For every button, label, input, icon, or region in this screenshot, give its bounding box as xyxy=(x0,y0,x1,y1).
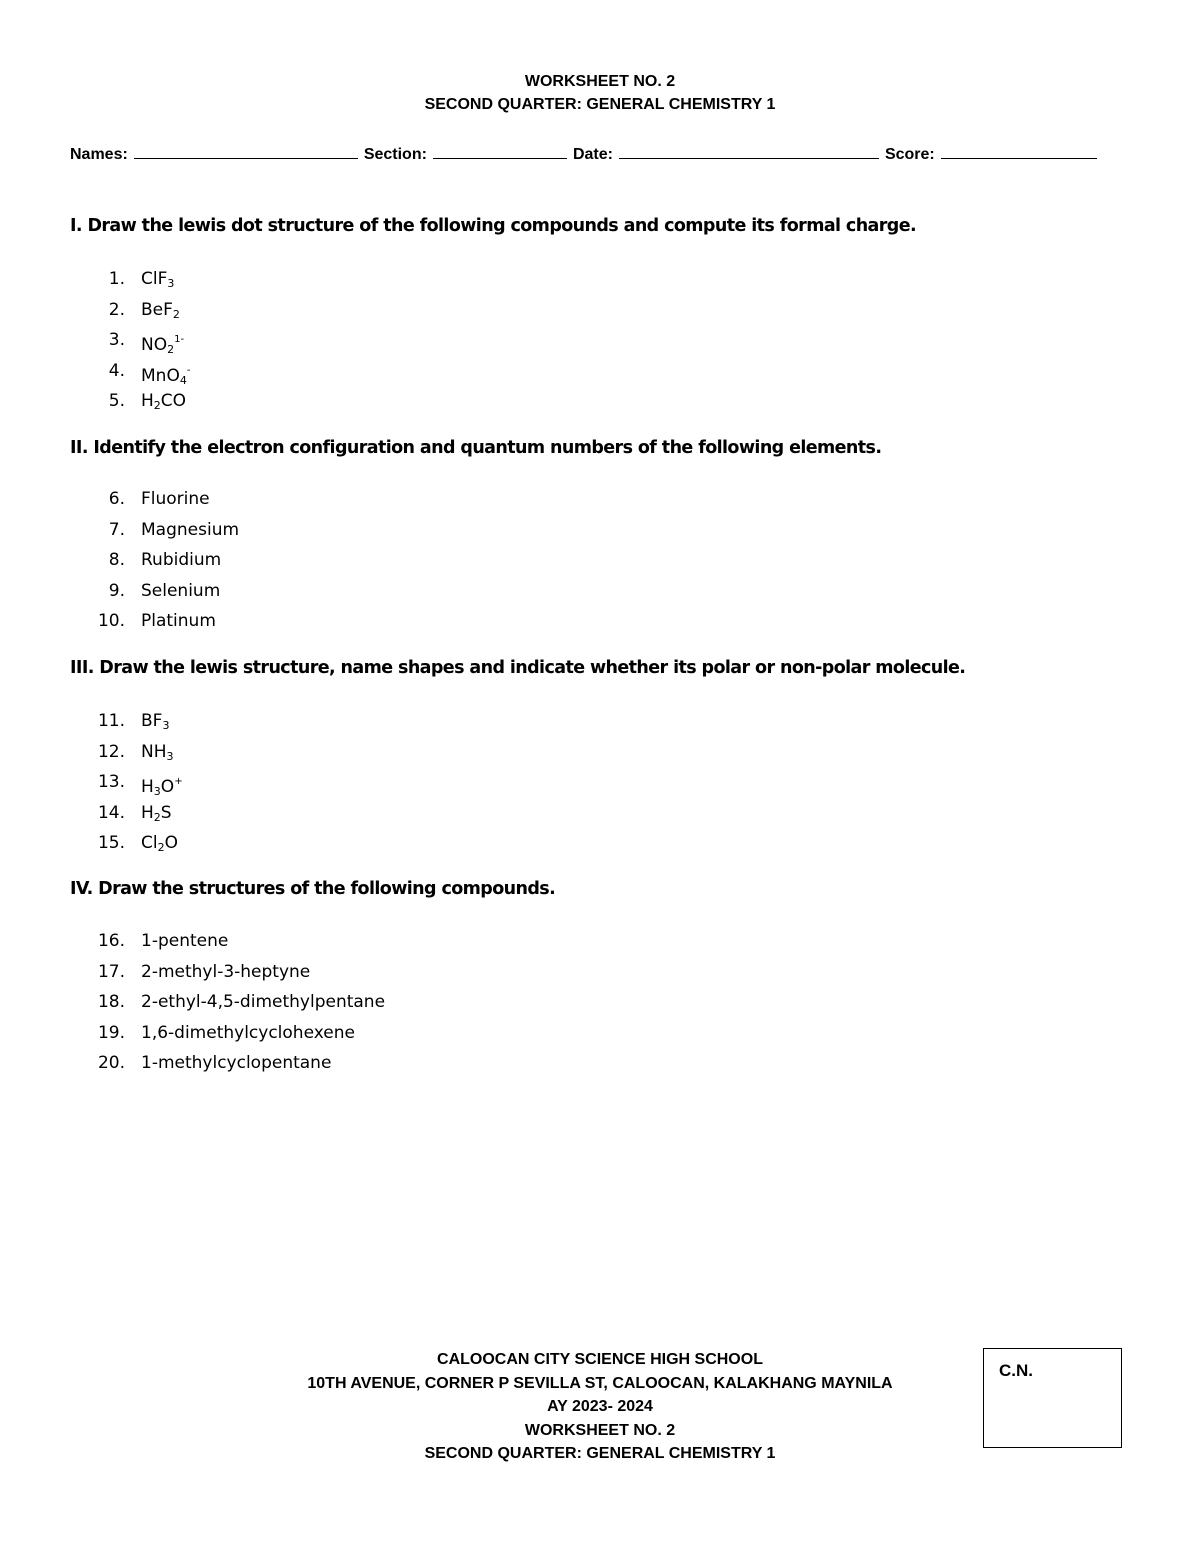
item-text-part: Platinum xyxy=(141,611,216,631)
subscript: 2 xyxy=(157,841,165,854)
subscript: 3 xyxy=(153,785,161,798)
subscript: 2 xyxy=(153,399,161,412)
footer-quarter: SECOND QUARTER: GENERAL CHEMISTRY 1 xyxy=(424,1445,776,1462)
item-number: 5. xyxy=(108,391,125,411)
subscript: 3 xyxy=(167,277,175,290)
student-info-row xyxy=(70,140,1126,164)
names-label: Names: xyxy=(70,146,128,163)
item-number: 9. xyxy=(108,580,125,601)
item-number: 15. xyxy=(97,833,125,853)
date-label: Date: xyxy=(572,146,613,163)
item-number: 16. xyxy=(97,931,125,951)
date-blank-line[interactable] xyxy=(619,140,879,159)
item-number: 3. xyxy=(108,330,125,350)
section-2-title: II. Identify the electron configuration and quantum numbers of the following elements. xyxy=(70,438,882,458)
item-text-part: NO xyxy=(141,335,168,355)
item-text xyxy=(141,576,220,607)
item-text-part: Fluorine xyxy=(141,489,210,509)
item-text xyxy=(141,515,239,546)
item-number: 10. xyxy=(97,611,125,631)
item-number: 12. xyxy=(97,741,125,762)
item-number: 14. xyxy=(97,802,125,823)
item-number: 7. xyxy=(108,519,125,540)
item-text-part: 2-methyl-3-heptyne xyxy=(141,961,311,982)
footer-academic-year: AY 2023- 2024 xyxy=(547,1398,653,1415)
item-number: 8. xyxy=(108,550,125,570)
item-number: 17. xyxy=(97,961,125,982)
section-blank-line[interactable] xyxy=(433,140,567,159)
superscript: - xyxy=(186,364,191,376)
score-label: Score: xyxy=(884,146,935,163)
item-text xyxy=(141,484,210,515)
item-text-part: H xyxy=(141,391,154,411)
item-text-part: NH xyxy=(141,741,167,762)
item-text-part: S xyxy=(160,802,172,823)
item-text-part: MnO xyxy=(141,365,180,386)
worksheet-subtitle: SECOND QUARTER: GENERAL CHEMISTRY 1 xyxy=(424,96,776,113)
item-text xyxy=(141,1048,331,1079)
subscript: 2 xyxy=(167,343,175,356)
item-text-part: 1-pentene xyxy=(141,931,229,951)
item-text xyxy=(141,606,216,637)
item-number: 11. xyxy=(97,711,125,731)
item-text-part: Cl xyxy=(141,833,158,853)
item-number: 20. xyxy=(97,1053,125,1073)
item-number: 4. xyxy=(108,360,125,381)
item-text-part: 2-ethyl-4,5-dimethylpentane xyxy=(141,992,386,1012)
item-text-part: Rubidium xyxy=(141,550,222,570)
item-text-part: 1,6-dimethylcyclohexene xyxy=(141,1022,355,1043)
item-text-part: O xyxy=(160,777,175,797)
footer-worksheet-title: WORKSHEET NO. 2 xyxy=(524,1421,676,1439)
item-text xyxy=(141,828,178,864)
names-blank-line[interactable] xyxy=(134,140,358,159)
superscript: 1- xyxy=(174,334,185,345)
item-text-part: CO xyxy=(160,391,187,411)
item-number: 1. xyxy=(108,269,125,289)
item-number: 2. xyxy=(108,299,125,320)
item-text-part: H xyxy=(141,777,154,797)
item-text-part: O xyxy=(164,833,178,853)
subscript: 3 xyxy=(166,749,174,763)
item-number: 18. xyxy=(97,992,125,1012)
item-text-part: BeF xyxy=(141,299,173,320)
item-text-part: Selenium xyxy=(141,580,221,601)
item-text xyxy=(141,386,186,422)
subscript: 2 xyxy=(172,307,180,321)
superscript: + xyxy=(174,776,183,787)
class-number-label: C.N. xyxy=(999,1361,1033,1380)
class-number-box[interactable] xyxy=(983,1348,1122,1448)
item-number: 13. xyxy=(97,772,125,792)
score-blank-line[interactable] xyxy=(941,140,1097,159)
item-text xyxy=(141,987,385,1018)
subscript: 3 xyxy=(162,719,170,732)
item-text-part: H xyxy=(141,802,154,823)
section-3-title: III. Draw the lewis structure, name shapes and indicate whether its polar or non-polar molecule. xyxy=(70,658,966,678)
item-number: 19. xyxy=(97,1022,125,1043)
item-text-part: 1-methylcyclopentane xyxy=(141,1053,332,1073)
subscript: 2 xyxy=(153,810,161,824)
item-number: 6. xyxy=(108,489,125,509)
item-text-part: Magnesium xyxy=(141,519,240,540)
item-text xyxy=(141,545,221,576)
section-1-title: I. Draw the lewis dot structure of the following compounds and compute its formal charge. xyxy=(70,216,917,236)
item-text xyxy=(141,1018,355,1049)
item-text-part: ClF xyxy=(141,269,168,289)
section-label: Section: xyxy=(363,146,427,163)
subscript: 4 xyxy=(179,373,187,387)
footer-school-name: CALOOCAN CITY SCIENCE HIGH SCHOOL xyxy=(437,1351,763,1368)
worksheet-title: WORKSHEET NO. 2 xyxy=(524,73,676,90)
item-text xyxy=(141,957,310,988)
worksheet-header xyxy=(0,70,1200,116)
footer-address: 10TH AVENUE, CORNER P SEVILLA ST, CALOOCAN, KALAKHANG MAYNILA xyxy=(307,1374,893,1392)
item-text-part: BF xyxy=(141,711,163,731)
item-text xyxy=(141,926,228,957)
section-4-title: IV. Draw the structures of the following compounds. xyxy=(70,879,556,899)
